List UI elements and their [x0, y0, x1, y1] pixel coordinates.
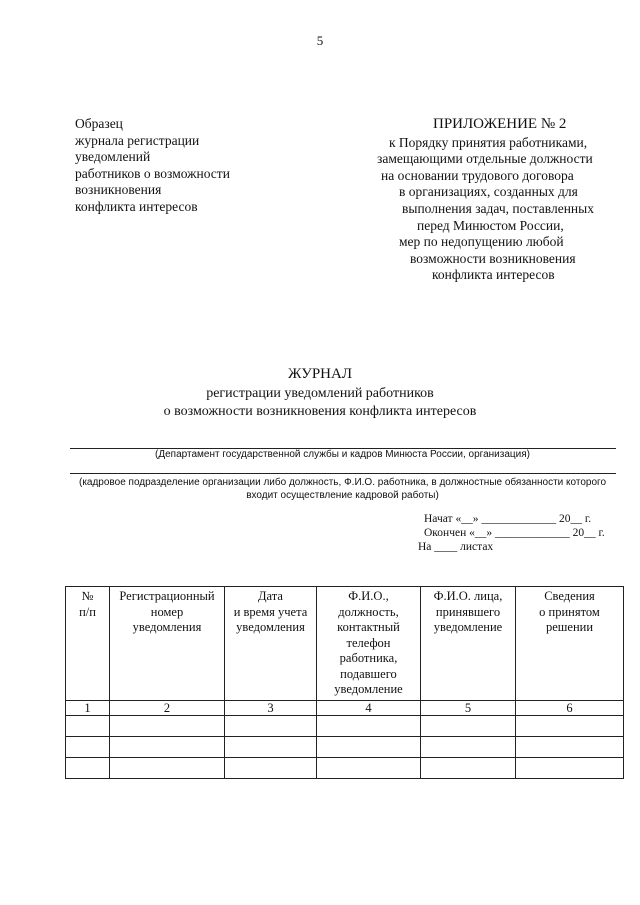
appendix-line: конфликта интересов — [432, 267, 555, 283]
table-cell — [110, 757, 225, 778]
table-cell — [516, 736, 624, 757]
col-header-receiver: Ф.И.О. лица, принявшего уведомление — [421, 587, 516, 701]
hr-fill-line — [70, 473, 616, 474]
appendix-line: выполнения задач, поставленных — [402, 200, 594, 216]
sample-line: возникновения — [75, 182, 162, 198]
column-number: 5 — [421, 700, 516, 715]
column-number: 2 — [110, 700, 225, 715]
journal-subtitle: регистрации уведомлений работников — [206, 386, 434, 401]
appendix-title: ПРИЛОЖЕНИЕ № 2 — [433, 116, 567, 132]
col-header-date-time: Дата и время учета уведомления — [225, 587, 317, 701]
appendix-line: на основании трудового договора — [381, 167, 574, 183]
journal-title: ЖУРНАЛ — [287, 366, 353, 382]
table-cell — [225, 736, 317, 757]
appendix-line: в организациях, созданных для — [399, 184, 578, 200]
appendix-line: мер по недопущению любой — [399, 234, 564, 250]
table-cell — [317, 715, 421, 736]
table-cell — [66, 715, 110, 736]
journal-subtitle: о возможности возникновения конфликта интересов — [163, 404, 477, 419]
column-number-row — [66, 700, 624, 715]
column-number: 3 — [225, 700, 317, 715]
finished-date: Окончен «__» _____________ 20__ г. — [424, 527, 605, 539]
col-header-registration-number: Регистрационный номер уведомления — [110, 587, 225, 701]
table-cell — [317, 736, 421, 757]
table-cell — [66, 736, 110, 757]
hr-caption-line: (кадровое подразделение организации либо должность, Ф.И.О. работника, в должностные обязанности которого — [78, 477, 607, 488]
appendix-line: перед Минюстом России, — [417, 217, 564, 233]
header-row — [66, 587, 624, 701]
register-table — [65, 586, 624, 779]
table-row — [66, 757, 624, 778]
table-cell — [225, 715, 317, 736]
appendix-block — [355, 116, 630, 284]
sample-line: журнала регистрации — [75, 132, 200, 148]
table-cell — [421, 736, 516, 757]
hr-caption — [70, 476, 615, 502]
sheets-count: На ____ листах — [418, 541, 494, 553]
table-cell — [421, 715, 516, 736]
appendix-line: замещающими отдельные должности — [377, 151, 593, 167]
hr-caption-line: входит осуществление кадровой работы) — [246, 490, 439, 501]
appendix-line: возможности возникновения — [410, 250, 576, 266]
table-cell — [516, 715, 624, 736]
table-cell — [66, 757, 110, 778]
sample-line: работников о возможности — [75, 165, 230, 181]
sample-line: конфликта интересов — [75, 198, 198, 214]
table-cell — [110, 715, 225, 736]
col-header-employee: Ф.И.О., должность, контактный телефон работника, подавшего уведомление — [317, 587, 421, 701]
col-header-decision: Сведения о принятом решении — [516, 587, 624, 701]
page-number: 5 — [316, 33, 324, 48]
sample-line: Образец — [75, 116, 123, 131]
appendix-line: к Порядку принятия работниками, — [389, 134, 588, 150]
column-number: 4 — [317, 700, 421, 715]
table-cell — [516, 757, 624, 778]
table-cell — [317, 757, 421, 778]
column-number: 1 — [66, 700, 110, 715]
table-cell — [110, 736, 225, 757]
table-row — [66, 736, 624, 757]
department-caption: (Департамент государственной службы и кадров Минюста России, организация) — [155, 449, 530, 460]
table-row — [66, 715, 624, 736]
col-header-number: № п/п — [66, 587, 110, 701]
table-cell — [225, 757, 317, 778]
started-date: Начат «__» _____________ 20__ г. — [424, 513, 592, 525]
sample-label-block — [75, 116, 230, 216]
column-number: 6 — [516, 700, 624, 715]
table-cell — [421, 757, 516, 778]
sample-line: уведомлений — [75, 149, 151, 165]
